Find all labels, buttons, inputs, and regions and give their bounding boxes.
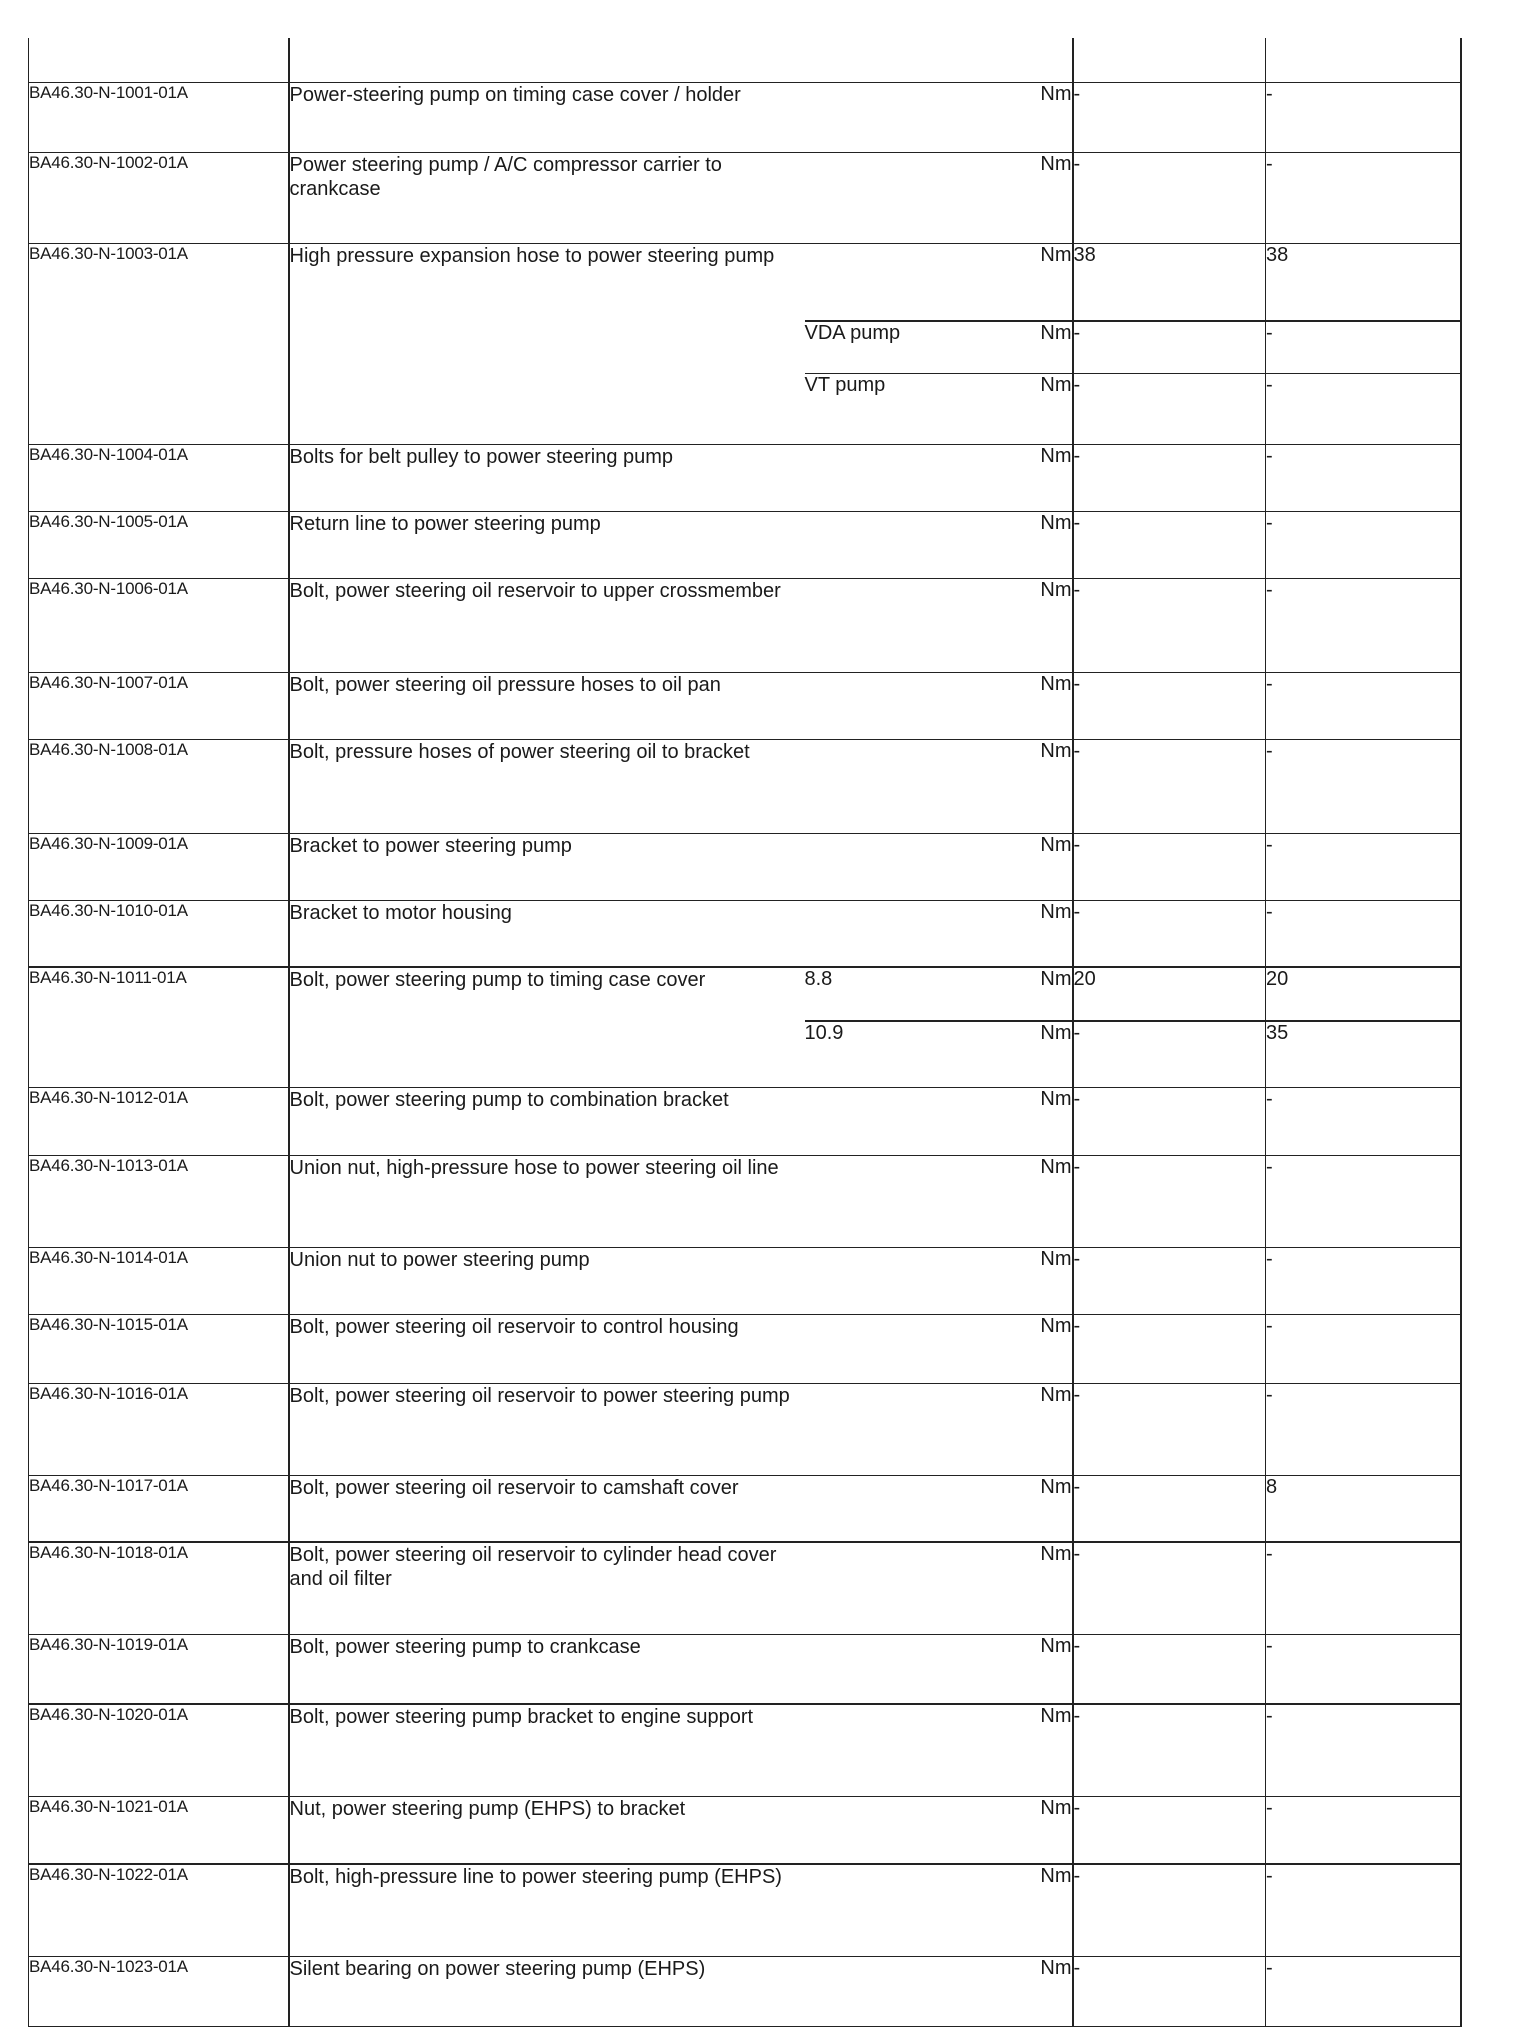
table-row	[29, 243, 1461, 321]
torque-table	[28, 38, 1462, 2027]
table-row	[29, 672, 1461, 739]
row-code: BA46.30-N-1014-01A	[29, 1247, 289, 1314]
row-code: BA46.30-N-1020-01A	[29, 1704, 289, 1796]
row-description: Bolt, power steering oil reservoir to camshaft cover	[289, 1475, 805, 1542]
row-value-2: -	[1266, 1542, 1461, 1634]
table-row	[29, 1634, 1461, 1704]
table-row	[29, 900, 1461, 967]
row-spec	[805, 1634, 923, 1704]
row-spec	[805, 444, 923, 511]
row-value-2: 8	[1266, 1475, 1461, 1542]
row-value-1: -	[1073, 1314, 1266, 1383]
row-code: BA46.30-N-1001-01A	[29, 82, 289, 152]
row-value-1: -	[1073, 1383, 1266, 1475]
row-code: BA46.30-N-1012-01A	[29, 1087, 289, 1155]
row-code: BA46.30-N-1006-01A	[29, 578, 289, 672]
row-spec	[805, 1155, 923, 1247]
row-description: Bolt, high-pressure line to power steering pump (EHPS)	[289, 1864, 805, 1956]
row-value-1: -	[1073, 578, 1266, 672]
row-value-1: -	[1073, 373, 1266, 444]
row-description: Power-steering pump on timing case cover / holder	[289, 82, 805, 152]
row-spec	[805, 1542, 923, 1634]
row-value-1: 20	[1073, 967, 1266, 1021]
row-description: Nut, power steering pump (EHPS) to bracket	[289, 1796, 805, 1864]
row-value-2: -	[1266, 1864, 1461, 1956]
table-header-row	[29, 38, 1461, 82]
table-row	[29, 1864, 1461, 1956]
row-value-1: -	[1073, 82, 1266, 152]
row-spec	[805, 900, 923, 967]
row-value-2: 35	[1266, 1021, 1461, 1087]
row-value-2: -	[1266, 321, 1461, 373]
row-unit: Nm	[923, 1956, 1073, 2026]
row-value-1: -	[1073, 321, 1266, 373]
row-unit: Nm	[923, 833, 1073, 900]
row-value-2: -	[1266, 1796, 1461, 1864]
row-spec: 10.9	[805, 1021, 923, 1087]
row-spec	[805, 82, 923, 152]
table-row	[29, 1956, 1461, 2026]
row-description: Bolt, power steering pump bracket to engine support	[289, 1704, 805, 1796]
row-unit: Nm	[923, 1155, 1073, 1247]
torque-table-body	[29, 38, 1461, 2026]
header-cell-spec	[805, 38, 923, 82]
row-spec	[805, 578, 923, 672]
row-value-1: -	[1073, 1475, 1266, 1542]
row-unit: Nm	[923, 1542, 1073, 1634]
row-value-1: -	[1073, 1796, 1266, 1864]
row-code: BA46.30-N-1021-01A	[29, 1796, 289, 1864]
row-description: Bolt, power steering oil reservoir to upper crossmember	[289, 578, 805, 672]
row-description: Bolt, power steering pump to combination bracket	[289, 1087, 805, 1155]
row-description: Bolt, power steering oil reservoir to cylinder head cover and oil filter	[289, 1542, 805, 1634]
row-spec	[805, 243, 923, 321]
row-unit: Nm	[923, 152, 1073, 243]
row-value-1: -	[1073, 511, 1266, 578]
table-row	[29, 967, 1461, 1021]
row-unit: Nm	[923, 1704, 1073, 1796]
row-description: Bolt, power steering oil pressure hoses to oil pan	[289, 672, 805, 739]
row-code: BA46.30-N-1010-01A	[29, 900, 289, 967]
row-value-2: -	[1266, 1704, 1461, 1796]
row-value-1: -	[1073, 1634, 1266, 1704]
row-value-2: -	[1266, 1383, 1461, 1475]
row-code: BA46.30-N-1002-01A	[29, 152, 289, 243]
row-code: BA46.30-N-1003-01A	[29, 243, 289, 444]
row-unit: Nm	[923, 321, 1073, 373]
row-description: Union nut to power steering pump	[289, 1247, 805, 1314]
row-value-2: -	[1266, 1956, 1461, 2026]
row-value-2: -	[1266, 739, 1461, 833]
row-unit: Nm	[923, 900, 1073, 967]
row-spec	[805, 1864, 923, 1956]
row-unit: Nm	[923, 672, 1073, 739]
row-spec	[805, 511, 923, 578]
table-row	[29, 511, 1461, 578]
row-description: Bracket to motor housing	[289, 900, 805, 967]
row-code: BA46.30-N-1013-01A	[29, 1155, 289, 1247]
row-code: BA46.30-N-1018-01A	[29, 1542, 289, 1634]
row-value-2: -	[1266, 1634, 1461, 1704]
row-description: High pressure expansion hose to power steering pump	[289, 243, 805, 444]
row-unit: Nm	[923, 511, 1073, 578]
row-unit: Nm	[923, 1864, 1073, 1956]
table-row	[29, 833, 1461, 900]
row-value-1: -	[1073, 833, 1266, 900]
row-value-2: -	[1266, 578, 1461, 672]
header-cell-value-2	[1266, 38, 1461, 82]
row-code: BA46.30-N-1005-01A	[29, 511, 289, 578]
row-description: Bolt, pressure hoses of power steering oil to bracket	[289, 739, 805, 833]
row-value-1: -	[1073, 152, 1266, 243]
table-row	[29, 82, 1461, 152]
row-spec	[805, 672, 923, 739]
row-unit: Nm	[923, 1634, 1073, 1704]
row-code: BA46.30-N-1016-01A	[29, 1383, 289, 1475]
row-unit: Nm	[923, 1383, 1073, 1475]
row-value-1: -	[1073, 444, 1266, 511]
row-description: Bolt, power steering pump to timing case cover	[289, 967, 805, 1087]
row-value-1: -	[1073, 672, 1266, 739]
row-value-2: -	[1266, 1247, 1461, 1314]
row-value-2: -	[1266, 82, 1461, 152]
row-spec	[805, 1475, 923, 1542]
table-row	[29, 739, 1461, 833]
row-value-2: -	[1266, 444, 1461, 511]
row-spec	[805, 1087, 923, 1155]
header-cell-unit	[923, 38, 1073, 82]
row-value-1: -	[1073, 1704, 1266, 1796]
row-spec: VDA pump	[805, 321, 923, 373]
row-value-2: -	[1266, 152, 1461, 243]
row-unit: Nm	[923, 1796, 1073, 1864]
row-description: Union nut, high-pressure hose to power steering oil line	[289, 1155, 805, 1247]
row-unit: Nm	[923, 444, 1073, 511]
row-spec	[805, 1796, 923, 1864]
header-cell-desc	[289, 38, 805, 82]
row-code: BA46.30-N-1019-01A	[29, 1634, 289, 1704]
row-unit: Nm	[923, 739, 1073, 833]
row-unit: Nm	[923, 967, 1073, 1021]
row-spec	[805, 1314, 923, 1383]
row-value-1: -	[1073, 900, 1266, 967]
row-value-1: -	[1073, 739, 1266, 833]
row-description: Bolt, power steering oil reservoir to power steering pump	[289, 1383, 805, 1475]
row-code: BA46.30-N-1004-01A	[29, 444, 289, 511]
row-value-1: -	[1073, 1021, 1266, 1087]
row-unit: Nm	[923, 1021, 1073, 1087]
table-row	[29, 1383, 1461, 1475]
row-code: BA46.30-N-1017-01A	[29, 1475, 289, 1542]
row-code: BA46.30-N-1008-01A	[29, 739, 289, 833]
row-spec	[805, 1704, 923, 1796]
row-code: BA46.30-N-1007-01A	[29, 672, 289, 739]
row-description: Bracket to power steering pump	[289, 833, 805, 900]
row-value-2: 20	[1266, 967, 1461, 1021]
row-unit: Nm	[923, 1087, 1073, 1155]
row-value-2: -	[1266, 833, 1461, 900]
row-spec	[805, 739, 923, 833]
table-row	[29, 1796, 1461, 1864]
row-spec: 8.8	[805, 967, 923, 1021]
row-value-1: -	[1073, 1247, 1266, 1314]
table-row	[29, 1542, 1461, 1634]
row-value-2: -	[1266, 511, 1461, 578]
row-description: Bolt, power steering pump to crankcase	[289, 1634, 805, 1704]
row-spec	[805, 1247, 923, 1314]
row-code: BA46.30-N-1022-01A	[29, 1864, 289, 1956]
row-unit: Nm	[923, 1475, 1073, 1542]
row-value-2: -	[1266, 373, 1461, 444]
table-row	[29, 578, 1461, 672]
table-row	[29, 1087, 1461, 1155]
row-unit: Nm	[923, 1247, 1073, 1314]
row-code: BA46.30-N-1023-01A	[29, 1956, 289, 2026]
row-spec: VT pump	[805, 373, 923, 444]
row-value-1: -	[1073, 1155, 1266, 1247]
header-cell-value-1	[1073, 38, 1266, 82]
row-unit: Nm	[923, 82, 1073, 152]
row-value-2: -	[1266, 900, 1461, 967]
table-row	[29, 1247, 1461, 1314]
row-unit: Nm	[923, 578, 1073, 672]
row-description: Power steering pump / A/C compressor carrier to crankcase	[289, 152, 805, 243]
row-value-2: -	[1266, 1314, 1461, 1383]
table-row	[29, 444, 1461, 511]
row-description: Return line to power steering pump	[289, 511, 805, 578]
header-cell-code	[29, 38, 289, 82]
row-value-1: 38	[1073, 243, 1266, 321]
row-spec	[805, 1956, 923, 2026]
row-spec	[805, 1383, 923, 1475]
table-row	[29, 1155, 1461, 1247]
row-code: BA46.30-N-1011-01A	[29, 967, 289, 1087]
table-row	[29, 1475, 1461, 1542]
row-value-1: -	[1073, 1542, 1266, 1634]
row-description: Silent bearing on power steering pump (EHPS)	[289, 1956, 805, 2026]
row-spec	[805, 833, 923, 900]
row-value-1: -	[1073, 1956, 1266, 2026]
row-spec	[805, 152, 923, 243]
row-unit: Nm	[923, 1314, 1073, 1383]
row-value-1: -	[1073, 1087, 1266, 1155]
row-value-2: 38	[1266, 243, 1461, 321]
row-unit: Nm	[923, 243, 1073, 321]
row-value-2: -	[1266, 672, 1461, 739]
row-value-2: -	[1266, 1155, 1461, 1247]
row-value-1: -	[1073, 1864, 1266, 1956]
table-row	[29, 1704, 1461, 1796]
table-row	[29, 152, 1461, 243]
table-row	[29, 1314, 1461, 1383]
row-description: Bolts for belt pulley to power steering pump	[289, 444, 805, 511]
row-unit: Nm	[923, 373, 1073, 444]
row-value-2: -	[1266, 1087, 1461, 1155]
row-code: BA46.30-N-1015-01A	[29, 1314, 289, 1383]
row-description: Bolt, power steering oil reservoir to control housing	[289, 1314, 805, 1383]
row-code: BA46.30-N-1009-01A	[29, 833, 289, 900]
